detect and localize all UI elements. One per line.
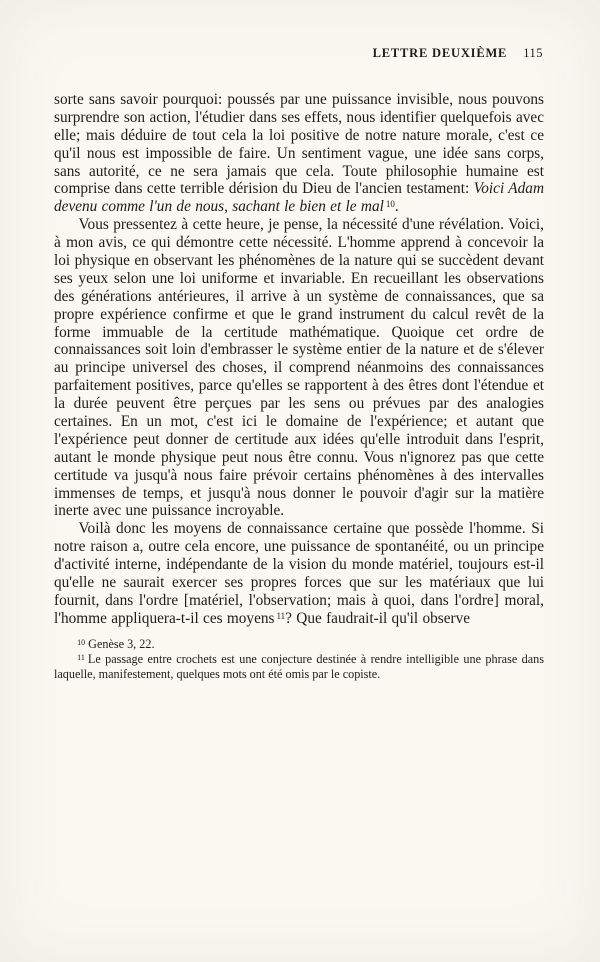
paragraph-3 bbox=[54, 520, 544, 627]
footnote-10 bbox=[54, 637, 544, 652]
scripture-quote: Voici Adam devenu comme l'un de nous, sachant le bien et le mal bbox=[54, 180, 544, 216]
page-number: 115 bbox=[523, 46, 543, 60]
footnote-11-marker: 11 bbox=[77, 652, 85, 662]
paragraph-3-text: Voilà donc les moyens de connaissance certaine que possède l'homme. Si notre raison a, outre cela encore, une puissance de spontanéité, ou un principe d'activité interne, indépendante de la vision du monde matériel, toujours est-il qu'elle ne saurait exercer ses propres forces que sur les matériaux que lui fournit, dans l'ordre [matériel, l'observation; mais à quoi, dans l'ordre] moral, l'homme appliquera-t-il ces moyens bbox=[54, 520, 544, 627]
footnote-ref-10: 10 bbox=[385, 199, 395, 210]
page-header bbox=[54, 46, 544, 61]
footnote-11 bbox=[54, 652, 544, 683]
paragraph-1-end: . bbox=[394, 198, 399, 216]
footnote-10-marker: 10 bbox=[77, 637, 86, 647]
body-text bbox=[54, 91, 544, 628]
running-title: LETTRE DEUXIÈME bbox=[372, 46, 508, 60]
footnote-11-text: Le passage entre crochets est une conjecture destinée à rendre intelligible une phrase dans laquelle, manifestement, quelques mots ont été omis par le copiste. bbox=[54, 651, 544, 682]
footnote-10-text: Genèse 3, 22. bbox=[88, 636, 155, 651]
paragraph-1-text: sorte sans savoir pourquoi: poussés par une puissance invisible, nous pouvons surprendre son action, l'étudier dans ses effets, nous identifier quelquefois avec elle; mais déduire de tout cela la loi positive de notre nature morale, c'est ce qu'il nous est impossible de faire. Un sentiment vague, une idée sans corps, sans autorité, ce ne sera jamais que cela. Toute philosophie humaine est comprise dans cette terrible dérision du Dieu de l'ancien testament: bbox=[54, 91, 544, 198]
paragraph-2: Vous pressentez à cette heure, je pense, la nécessité d'une révélation. Voici, à mon avis, ce qui démontre cette nécessité. L'homme apprend à concevoir la loi physique en observant les phénomènes de la nature qui se succèdent devant ses yeux selon une loi uniforme et invariable. En recueillant les observations des générations antérieures, il arrive à un système de connaissances, que sa propre expérience confirme et que le grand instrument du calcul revêt de la forme immuable de la certitude mathématique. Quoique cet ordre de connaissances soit loin d'embrasser le système entier de la nature et de s'élever au principe universel des choses, il comprend néanmoins des connaissances parfaitement positives, parce qu'elles se rapportent à des êtres dont l'étendue et la durée peuvent être perçues par les sens ou prévues par des analogies certaines. En un mot, c'est ici le domaine de l'expérience; et autant que l'expérience peut donner de certitude aux idées qu'elle introduit dans l'esprit, autant le monde physique peut nous être connu. Vous n'ignorez pas que cette certitude va jusqu'à nous faire prévoir certains phénomènes à des intervalles immenses de temps, et jusqu'à nous donner le pouvoir d'agir sur la matière inerte avec une puissance incroyable. bbox=[54, 216, 544, 520]
paragraph-1 bbox=[54, 91, 544, 216]
paragraph-3-end: ? Que faudrait-il qu'il observe bbox=[285, 609, 471, 627]
footnote-ref-11: 11 bbox=[276, 610, 286, 621]
footnotes-section bbox=[54, 637, 544, 683]
